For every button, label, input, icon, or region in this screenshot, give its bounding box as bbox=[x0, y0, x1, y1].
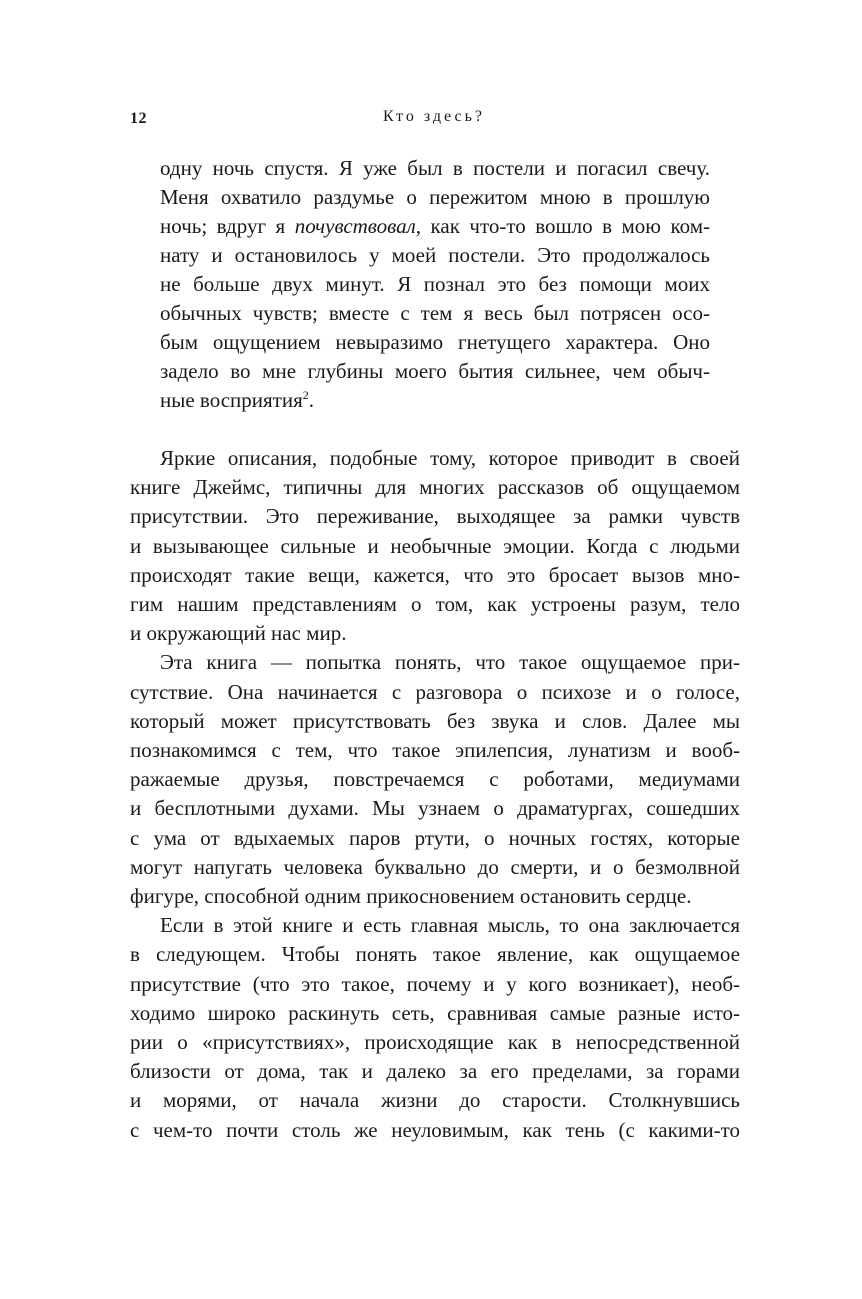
text-line: и морями, от начала жизни до старости. Столкнувшись bbox=[130, 1088, 740, 1113]
text-line: происходят такие вещи, кажется, что это бросает вызов мно- bbox=[130, 562, 740, 587]
text-line: рии о «присутствиях», происходящие как в непосредственной bbox=[130, 1030, 740, 1055]
text-line: и окружающий нас мир. bbox=[130, 621, 347, 646]
paragraph bbox=[130, 444, 740, 648]
text-line: с чем-то почти столь же неуловимым, как тень (с какими-то bbox=[130, 1117, 740, 1142]
text-line: присутствие (что это такое, почему и у кого возникает), необ- bbox=[130, 971, 740, 996]
quote-line: обычных чувств; вместе с тем я весь был потрясен осо- bbox=[160, 301, 710, 325]
quote-line: задело во мне глубины моего бытия сильнее, чем обыч- bbox=[160, 359, 710, 383]
text-line: сутствие. Она начинается с разговора о психозе и о голосе, bbox=[130, 679, 740, 704]
quote-line: не больше двух минут. Я познал это без помощи моих bbox=[160, 272, 710, 296]
quote-line: Меня охватило раздумье о пережитом мною в прошлую bbox=[160, 185, 710, 209]
text-line: Яркие описания, подобные тому, которое приводит в своей bbox=[160, 446, 740, 470]
paragraph bbox=[130, 648, 740, 911]
quote-line: нату и остановилось у моей постели. Это продолжалось bbox=[160, 243, 710, 267]
text-line: познакомимся с тем, что такое эпилепсия, лунатизм и вооб- bbox=[130, 738, 740, 763]
text-line: ходимо широко раскинуть сеть, сравнивая самые разные исто- bbox=[130, 1000, 740, 1025]
quote-line: бым ощущением невыразимо гнетущего характера. Оно bbox=[160, 330, 710, 354]
block-quote bbox=[160, 154, 710, 415]
quote-text: , как что-то вошло в мою ком- bbox=[415, 214, 710, 238]
quote-text: ночь; вдруг я bbox=[160, 214, 295, 238]
text-line: и вызывающее сильные и необычные эмоции. Когда с людьми bbox=[130, 533, 740, 558]
footnote-marker: 2 bbox=[302, 388, 309, 402]
quote-emphasis: почувствовал bbox=[294, 214, 416, 238]
quote-text: . bbox=[308, 388, 314, 412]
quote-line: одну ночь спустя. Я уже был в постели и погасил свечу. bbox=[160, 156, 710, 180]
text-line: могут напугать человека буквально до смерти, и о безмолвной bbox=[130, 854, 740, 879]
running-title: Кто здесь? bbox=[382, 108, 485, 125]
running-head bbox=[130, 108, 738, 132]
text-line: гим нашим представлениям о том, как устроены разум, тело bbox=[130, 592, 740, 617]
text-line: фигуре, способной одним прикосновением остановить сердце. bbox=[130, 884, 692, 909]
text-line: и бесплотными духами. Мы узнаем о драматургах, сошедших bbox=[130, 796, 740, 821]
text-line: Эта книга — попытка понять, что такое ощущаемое при- bbox=[160, 650, 740, 675]
text-line: Если в этой книге и есть главная мысль, то она заключается bbox=[160, 913, 740, 938]
text-line: присутствии. Это переживание, выходящее за рамки чувств bbox=[130, 504, 740, 529]
quote-line bbox=[160, 212, 710, 241]
quote-text: ные восприятия bbox=[160, 388, 303, 412]
text-line: ражаемые друзья, повстречаемся с роботами, медиумами bbox=[130, 767, 740, 792]
quote-line bbox=[160, 386, 710, 415]
text-line: который может присутствовать без звука и слов. Далее мы bbox=[130, 708, 740, 733]
page-number: 12 bbox=[130, 110, 147, 127]
text-line: в следующем. Чтобы понять такое явление, как ощущаемое bbox=[130, 942, 740, 967]
text-line: с ума от вдыхаемых паров ртути, о ночных гостях, которые bbox=[130, 825, 740, 850]
paragraph bbox=[130, 911, 740, 1145]
body-text bbox=[130, 444, 740, 1145]
text-line: близости от дома, так и далеко за его пределами, за горами bbox=[130, 1059, 740, 1084]
text-line: книге Джеймс, типичны для многих рассказов об ощущаемом bbox=[130, 475, 740, 500]
